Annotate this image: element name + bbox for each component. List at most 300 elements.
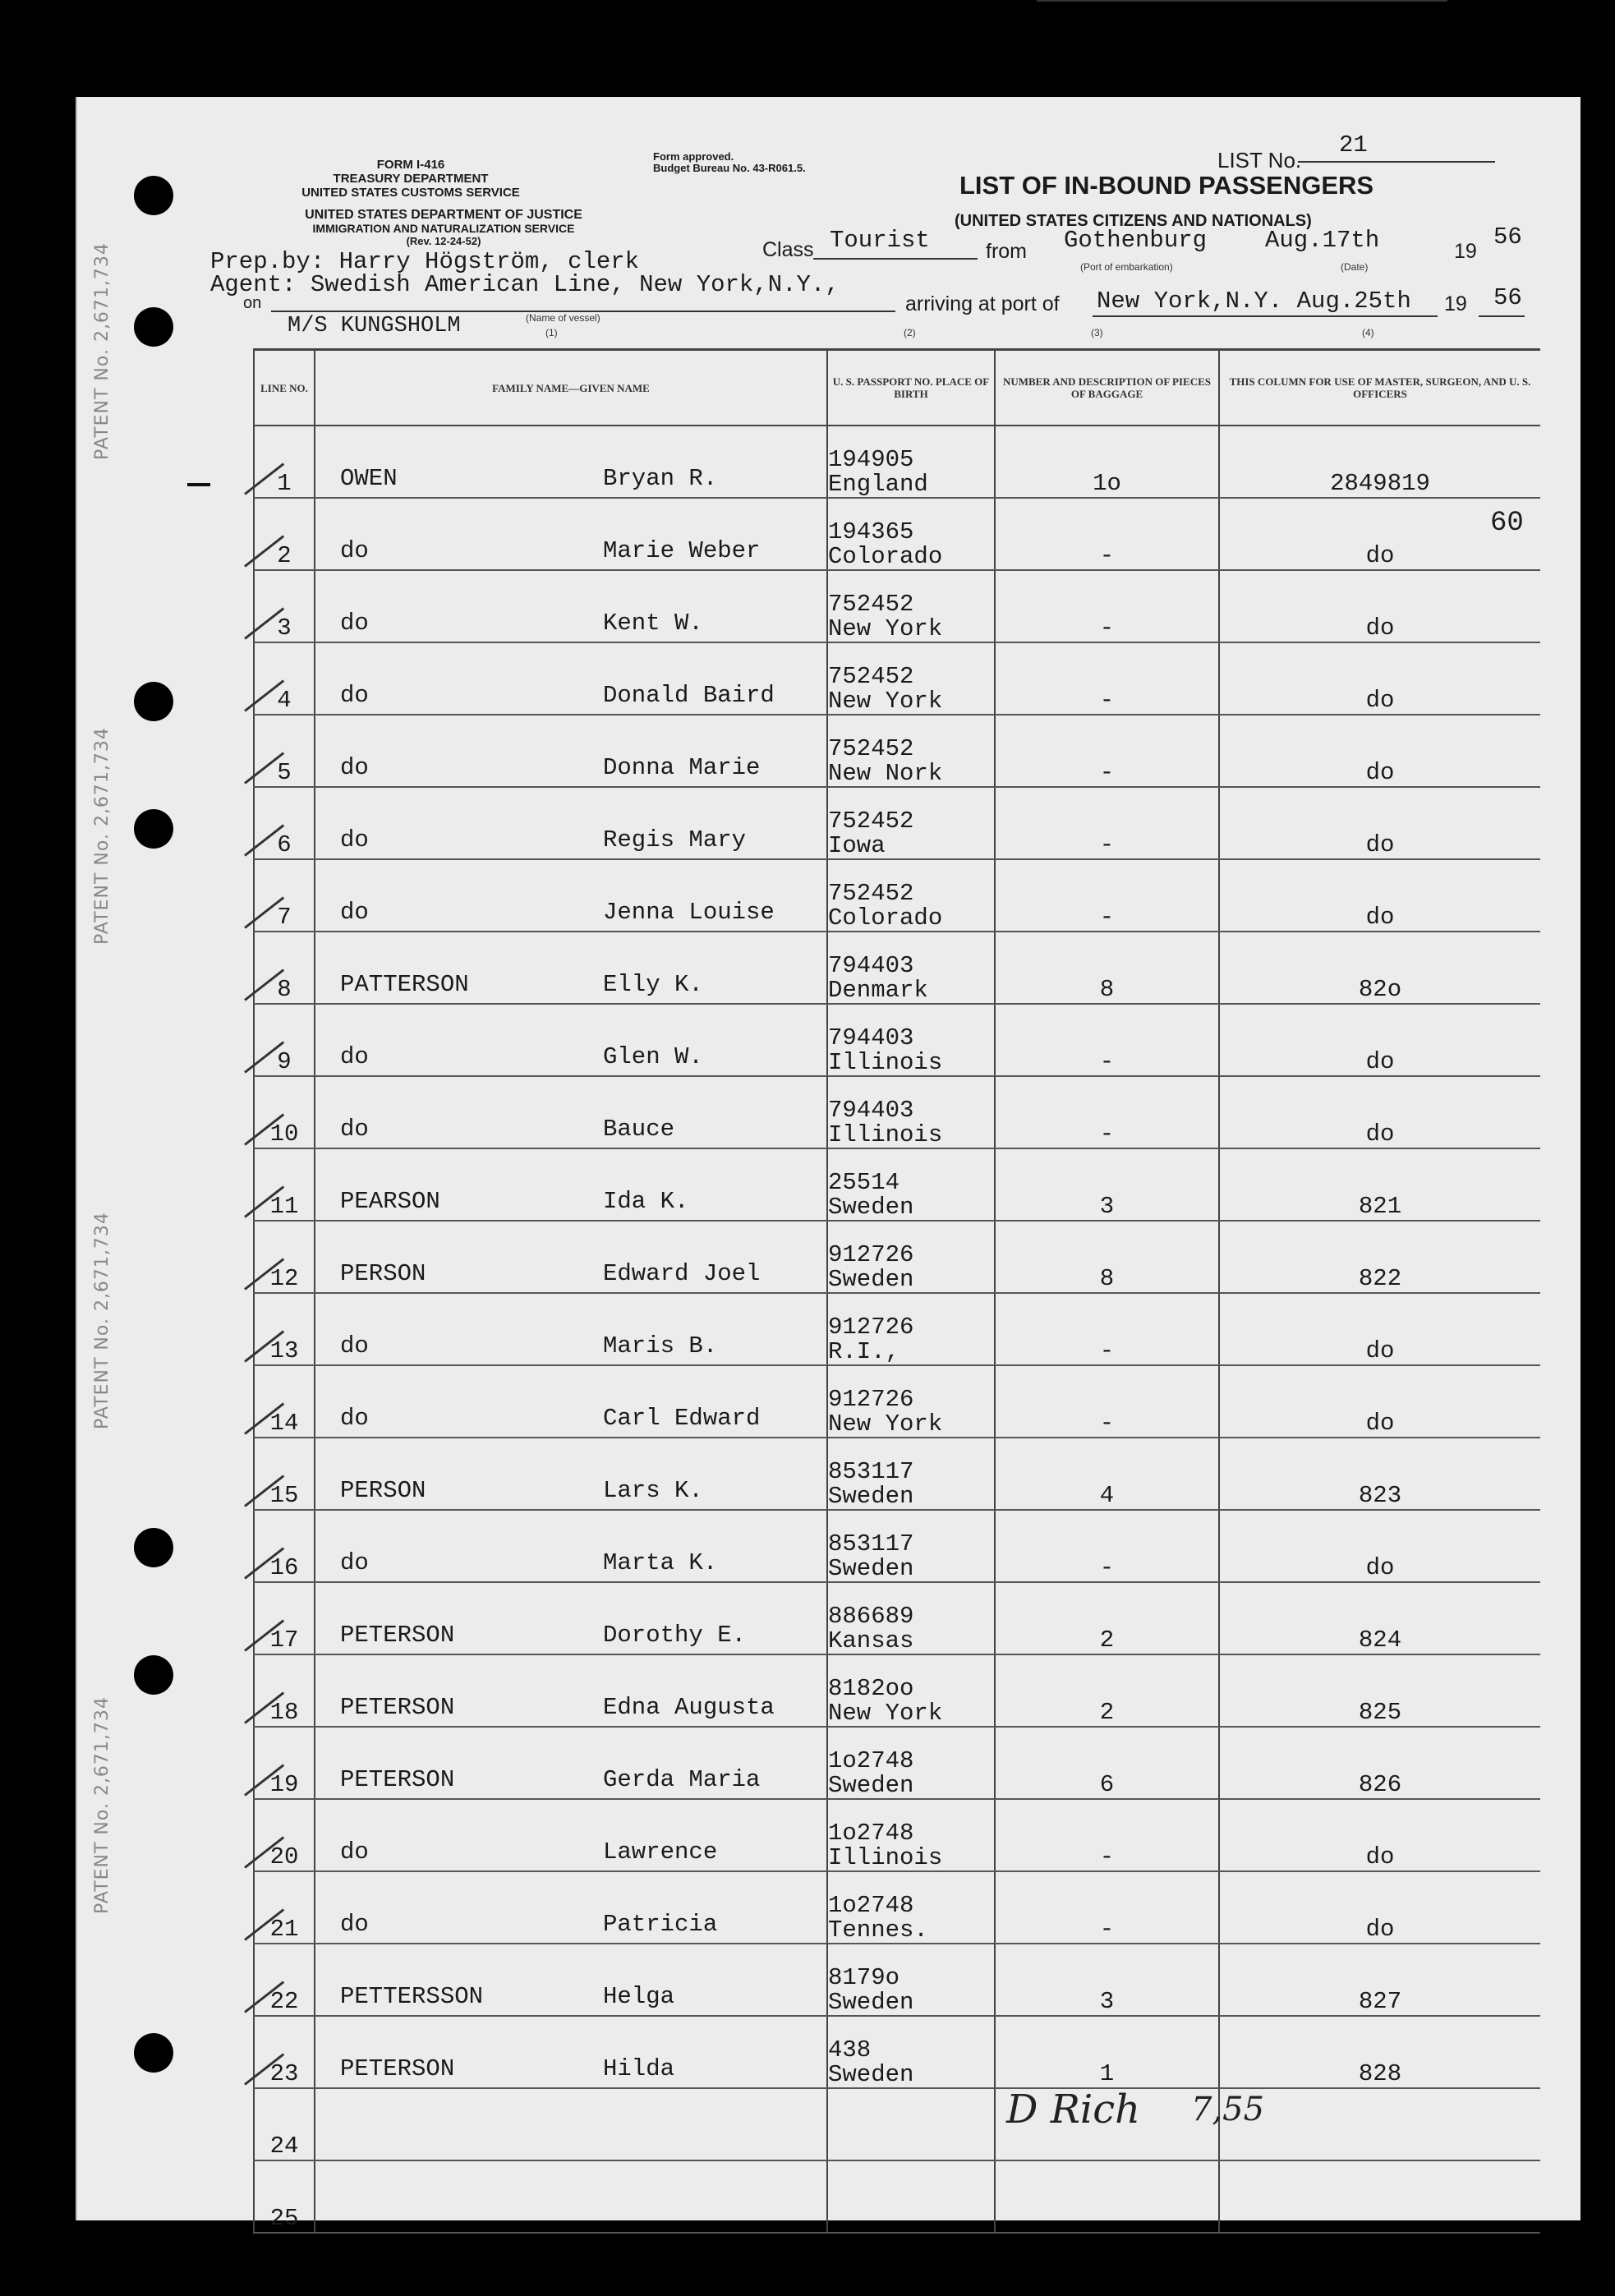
officer-note: do [1365, 1410, 1395, 1437]
table-row [254, 1076, 1540, 1148]
signature-note: 7,55 [1191, 2091, 1265, 2128]
binder-hole [134, 1655, 173, 1695]
treasury-dept: TREASURY DEPARTMENT [333, 172, 489, 186]
line-number [254, 1727, 315, 1799]
col-passport: U. S. PASSPORT NO. PLACE OF BIRTH [827, 350, 995, 426]
name-cell [315, 932, 827, 1004]
passport-cell [827, 1510, 995, 1582]
place-of-birth: Sweden [828, 1483, 914, 1510]
given-name: Marie Weber [603, 537, 761, 564]
passport-cell [827, 2088, 995, 2160]
officer-note: 824 [1358, 1627, 1402, 1654]
passport-cell [827, 1148, 995, 1221]
officer-cell [1219, 1365, 1540, 1438]
family-name: do [340, 899, 369, 926]
baggage-cell [995, 1221, 1219, 1293]
list-no-label: LIST No. [1217, 148, 1302, 173]
name-cell [315, 1582, 827, 1654]
page-subtitle: (UNITED STATES CITIZENS AND NATIONALS) [955, 212, 1312, 230]
form-treasury-block [279, 158, 542, 200]
officer-note: do [1365, 687, 1395, 714]
line-number-text: 13 [269, 1337, 299, 1364]
date-caption: (Date) [1341, 261, 1369, 273]
passport-number: 752452 [828, 808, 914, 835]
place-of-birth: Illinois [828, 1121, 943, 1148]
name-cell [315, 2088, 827, 2160]
list-no-line [1298, 161, 1495, 163]
binder-hole [134, 809, 173, 849]
place-of-birth: Illinois [828, 1049, 943, 1076]
col-num-3: (3) [1091, 327, 1103, 338]
table-row [254, 2088, 1540, 2160]
baggage-cell [995, 715, 1219, 787]
baggage-count: - [1099, 1843, 1115, 1870]
customs-service: UNITED STATES CUSTOMS SERVICE [301, 186, 520, 200]
passport-number: 752452 [828, 735, 914, 762]
baggage-cell [995, 1799, 1219, 1871]
family-name: do [340, 537, 369, 564]
baggage-cell [995, 1148, 1219, 1221]
place-of-birth: Sweden [828, 2061, 914, 2088]
name-cell [315, 1799, 827, 1871]
given-name: Gerda Maria [603, 1766, 761, 1793]
form-number: FORM I-416 [376, 158, 445, 172]
line-number [254, 426, 315, 498]
officer-note: do [1365, 614, 1395, 642]
officer-cell [1219, 642, 1540, 715]
place-of-birth: Sweden [828, 1555, 914, 1582]
place-of-birth: Illinois [828, 1844, 943, 1871]
baggage-cell [995, 787, 1219, 859]
passport-cell [827, 570, 995, 642]
name-cell [315, 1438, 827, 1510]
col-num-4: (4) [1362, 327, 1374, 338]
arriving-label: arriving at port of [905, 292, 1060, 315]
family-name: do [340, 1405, 369, 1432]
margin-note: 60 [1490, 508, 1524, 539]
baggage-count: - [1099, 831, 1115, 858]
binder-hole [134, 307, 173, 347]
officer-cell [1219, 859, 1540, 932]
given-name: Maris B. [603, 1332, 718, 1360]
passport-number: 1o2748 [828, 1820, 914, 1847]
baggage-cell [995, 642, 1219, 715]
vessel-name: M/S KUNGSHOLM [288, 314, 461, 338]
family-name: do [340, 1116, 369, 1143]
place-of-birth: New York [828, 1410, 943, 1438]
table-row [254, 1510, 1540, 1582]
passport-cell [827, 1076, 995, 1148]
patent-stamp: PATENT No. 2,671,734 [92, 1696, 113, 1914]
line-number [254, 1076, 315, 1148]
given-name: Bryan R. [603, 465, 718, 492]
baggage-cell [995, 1582, 1219, 1654]
baggage-count: - [1099, 614, 1115, 642]
passport-cell [827, 1438, 995, 1510]
name-cell [315, 1510, 827, 1582]
agent: Agent: Swedish American Line, New York,N.Y., [210, 271, 840, 298]
table-row [254, 642, 1540, 715]
passport-cell [827, 498, 995, 570]
arrival-line [1093, 315, 1438, 317]
baggage-cell [995, 2160, 1219, 2233]
officer-cell [1219, 1727, 1540, 1799]
budget-bureau: Budget Bureau No. 43-R061.5. [653, 162, 806, 174]
baggage-count: 3 [1099, 1193, 1115, 1220]
col-officers: THIS COLUMN FOR USE OF MASTER, SURGEON, AND U. S. OFFICERS [1219, 350, 1540, 426]
place-of-birth: Iowa [828, 832, 886, 859]
line-number [254, 932, 315, 1004]
table-row [254, 1438, 1540, 1510]
family-name: do [340, 826, 369, 854]
given-name: Patricia [603, 1911, 718, 1938]
table-row [254, 932, 1540, 1004]
passport-number: 194905 [828, 446, 914, 473]
prep-by: Prep.by: Harry Högström, clerk [210, 248, 640, 275]
line-number-text: 1 [277, 470, 292, 497]
given-name: Ida K. [603, 1188, 689, 1215]
passport-cell [827, 715, 995, 787]
passport-number: 886689 [828, 1603, 914, 1630]
col-baggage: NUMBER AND DESCRIPTION OF PIECES OF BAGGAGE [995, 350, 1219, 426]
given-name: Lawrence [603, 1838, 718, 1866]
name-cell [315, 787, 827, 859]
baggage-count: - [1099, 904, 1115, 931]
name-cell [315, 2016, 827, 2088]
table-row [254, 2160, 1540, 2233]
officer-cell [1219, 1799, 1540, 1871]
baggage-count: 8 [1099, 1265, 1115, 1292]
line-number [254, 1654, 315, 1727]
family-name: PERSON [340, 1260, 426, 1287]
name-cell [315, 1148, 827, 1221]
passport-number: 794403 [828, 1024, 914, 1051]
passport-cell [827, 1727, 995, 1799]
name-cell [315, 1221, 827, 1293]
line-number-text: 14 [269, 1410, 299, 1437]
col-num-2: (2) [904, 327, 916, 338]
date-embark: Aug.17th [1265, 227, 1380, 254]
passport-number: 794403 [828, 1097, 914, 1124]
officer-note: 826 [1358, 1771, 1402, 1798]
passport-cell [827, 1004, 995, 1076]
baggage-count: - [1099, 1120, 1115, 1148]
arrival-port-date: New York,N.Y. Aug.25th [1097, 288, 1411, 315]
officer-cell [1219, 570, 1540, 642]
officer-cell [1219, 1871, 1540, 1944]
baggage-count: - [1099, 1554, 1115, 1581]
passport-number: 1o2748 [828, 1892, 914, 1919]
baggage-cell [995, 2016, 1219, 2088]
officer-note: do [1365, 831, 1395, 858]
justice-dept: UNITED STATES DEPARTMENT OF JUSTICE [305, 208, 582, 222]
baggage-cell [995, 1365, 1219, 1438]
baggage-cell [995, 1293, 1219, 1365]
passport-number: 194365 [828, 518, 914, 545]
passport-number: 912726 [828, 1241, 914, 1268]
family-name: PETERSON [340, 2055, 455, 2082]
officer-note: do [1365, 1120, 1395, 1148]
place-of-birth: Sweden [828, 1194, 914, 1221]
given-name: Helga [603, 1983, 675, 2010]
line-number-text: 24 [269, 2133, 299, 2160]
table-row [254, 1799, 1540, 1871]
officer-note: 823 [1358, 1482, 1402, 1509]
line-number [254, 1221, 315, 1293]
family-name: PETERSON [340, 1766, 455, 1793]
port-embark-caption: (Port of embarkation) [1080, 261, 1173, 273]
place-of-birth: R.I., [828, 1338, 900, 1365]
baggage-cell [995, 1438, 1219, 1510]
baggage-count: 2 [1099, 1627, 1115, 1654]
passenger-table [253, 348, 1540, 2234]
col-num-1: (1) [545, 327, 558, 338]
given-name: Carl Edward [603, 1405, 761, 1432]
officer-note: do [1365, 759, 1395, 786]
place-of-birth: Sweden [828, 1772, 914, 1799]
line-number-text: 21 [269, 1916, 299, 1943]
line-number-text: 15 [269, 1482, 299, 1509]
embark-line [1037, 0, 1447, 2]
baggage-count: 4 [1099, 1482, 1115, 1509]
given-name: Regis Mary [603, 826, 747, 854]
table-row [254, 1582, 1540, 1654]
binder-hole [134, 1528, 173, 1567]
binder-hole [134, 176, 173, 215]
place-of-birth: Colorado [828, 904, 943, 932]
port-embark: Gothenburg [1064, 227, 1208, 254]
place-of-birth: New Nork [828, 760, 943, 787]
baggage-count: 8 [1099, 976, 1115, 1003]
table-row [254, 1365, 1540, 1438]
line-number-text: 20 [269, 1843, 299, 1870]
family-name: do [340, 1838, 369, 1866]
given-name: Dorothy E. [603, 1622, 747, 1649]
year-prefix-arrival: 19 [1444, 292, 1467, 315]
officer-note: do [1365, 542, 1395, 569]
page-title: LIST OF IN-BOUND PASSENGERS [959, 171, 1374, 200]
passport-cell [827, 787, 995, 859]
place-of-birth: New York [828, 615, 943, 642]
name-cell [315, 1871, 827, 1944]
line-number [254, 2016, 315, 2088]
line-number [254, 1365, 315, 1438]
officer-note: do [1365, 1337, 1395, 1364]
place-of-birth: Colorado [828, 543, 943, 570]
family-name: do [340, 1549, 369, 1576]
line-number [254, 1871, 315, 1944]
baggage-count: - [1099, 759, 1115, 786]
line-number [254, 1510, 315, 1582]
passport-cell [827, 1365, 995, 1438]
passport-cell [827, 1221, 995, 1293]
name-cell [315, 1365, 827, 1438]
family-name: PEARSON [340, 1188, 440, 1215]
given-name: Lars K. [603, 1477, 703, 1504]
officer-cell [1219, 1510, 1540, 1582]
given-name: Jenna Louise [603, 899, 775, 926]
place-of-birth: Denmark [828, 977, 928, 1004]
officer-note: do [1365, 1843, 1395, 1870]
line-number [254, 1004, 315, 1076]
name-cell [315, 1727, 827, 1799]
baggage-cell [995, 1004, 1219, 1076]
baggage-count: 2 [1099, 1699, 1115, 1726]
binder-hole [134, 2033, 173, 2073]
officer-note: 821 [1358, 1193, 1402, 1220]
line-number [254, 2160, 315, 2233]
line-number [254, 859, 315, 932]
line-number [254, 2088, 315, 2160]
table-row [254, 426, 1540, 498]
passport-number: 794403 [828, 952, 914, 979]
line-number-text: 17 [269, 1627, 299, 1654]
place-of-birth: Sweden [828, 1266, 914, 1293]
margin-tick [187, 483, 210, 486]
baggage-count: - [1099, 687, 1115, 714]
baggage-cell [995, 498, 1219, 570]
class-line [813, 258, 978, 260]
name-cell [315, 1654, 827, 1727]
officer-cell [1219, 1221, 1540, 1293]
given-name: Edward Joel [603, 1260, 761, 1287]
line-number-text: 23 [269, 2060, 299, 2087]
line-number-text: 10 [269, 1120, 299, 1148]
place-of-birth: New York [828, 688, 943, 715]
officer-cell [1219, 1582, 1540, 1654]
year-arrival-line [1479, 315, 1525, 317]
passport-cell [827, 1871, 995, 1944]
family-name: do [340, 1043, 369, 1070]
table-row [254, 787, 1540, 859]
given-name: Bauce [603, 1116, 675, 1143]
passport-number: 912726 [828, 1314, 914, 1341]
line-number [254, 642, 315, 715]
table-row [254, 1944, 1540, 2016]
line-number-text: 8 [277, 976, 292, 1003]
table-row [254, 859, 1540, 932]
officer-cell [1219, 715, 1540, 787]
line-number [254, 1582, 315, 1654]
officer-cell [1219, 1004, 1540, 1076]
officer-note: do [1365, 1554, 1395, 1581]
given-name: Hilda [603, 2055, 675, 2082]
table-row [254, 1004, 1540, 1076]
place-of-birth: Tennes. [828, 1916, 928, 1944]
passport-cell [827, 2016, 995, 2088]
name-cell [315, 715, 827, 787]
baggage-count: - [1099, 1916, 1115, 1943]
baggage-count: - [1099, 542, 1115, 569]
table-row [254, 1871, 1540, 1944]
given-name: Glen W. [603, 1043, 703, 1070]
family-name: do [340, 610, 369, 637]
baggage-cell [995, 1510, 1219, 1582]
year-arrival: 56 [1493, 284, 1522, 311]
given-name: Marta K. [603, 1549, 718, 1576]
place-of-birth: Sweden [828, 1989, 914, 2016]
officer-note: 822 [1358, 1265, 1402, 1292]
officer-cell [1219, 2088, 1540, 2160]
passport-number: 912726 [828, 1386, 914, 1413]
passport-cell [827, 1944, 995, 2016]
family-name: PETERSON [340, 1694, 455, 1721]
officer-note: do [1365, 1048, 1395, 1075]
passport-cell [827, 859, 995, 932]
year-embark: 56 [1493, 223, 1522, 251]
patent-stamp: PATENT No. 2,671,734 [92, 1212, 113, 1429]
passport-cell [827, 1582, 995, 1654]
table-row [254, 715, 1540, 787]
revision: (Rev. 12-24-52) [406, 235, 481, 247]
family-name: do [340, 754, 369, 781]
line-number [254, 787, 315, 859]
officer-cell [1219, 2160, 1540, 2233]
baggage-count: 6 [1099, 1771, 1115, 1798]
line-number [254, 498, 315, 570]
table-row [254, 1727, 1540, 1799]
year-prefix: 19 [1454, 240, 1477, 263]
passport-number: 8179o [828, 1964, 900, 1991]
passport-cell [827, 1799, 995, 1871]
family-name: PERSON [340, 1477, 426, 1504]
baggage-count: 1o [1093, 470, 1121, 497]
passport-cell [827, 1654, 995, 1727]
justice-block [279, 209, 608, 248]
name-cell [315, 642, 827, 715]
given-name: Edna Augusta [603, 1694, 775, 1721]
passport-number: 752452 [828, 663, 914, 690]
passport-number: 25514 [828, 1169, 900, 1196]
passport-cell [827, 932, 995, 1004]
officer-cell [1219, 1148, 1540, 1221]
baggage-cell [995, 1944, 1219, 2016]
given-name: Elly K. [603, 971, 703, 998]
line-number-text: 9 [277, 1048, 292, 1075]
ins-service: IMMIGRATION AND NATURALIZATION SERVICE [312, 222, 575, 235]
officer-cell [1219, 932, 1540, 1004]
baggage-cell [995, 1076, 1219, 1148]
passport-number: 438 [828, 2036, 872, 2064]
table-row [254, 570, 1540, 642]
passport-number: 853117 [828, 1458, 914, 1485]
line-number-text: 5 [277, 759, 292, 786]
col-line-no: LINE NO. [254, 350, 315, 426]
baggage-cell [995, 932, 1219, 1004]
line-number-text: 22 [269, 1988, 299, 2015]
line-number-text: 11 [269, 1193, 299, 1220]
line-number-text: 19 [269, 1771, 299, 1798]
baggage-cell [995, 1654, 1219, 1727]
line-number-text: 2 [277, 542, 292, 569]
table-row [254, 498, 1540, 570]
baggage-cell [995, 859, 1219, 932]
officer-note: do [1365, 904, 1395, 931]
name-cell [315, 570, 827, 642]
name-cell [315, 859, 827, 932]
officer-cell [1219, 787, 1540, 859]
name-cell [315, 1004, 827, 1076]
vessel-caption: (Name of vessel) [526, 312, 600, 324]
officer-note: do [1365, 1916, 1395, 1943]
passport-cell [827, 642, 995, 715]
officer-note: 827 [1358, 1988, 1402, 2015]
officer-cell [1219, 1438, 1540, 1510]
baggage-cell [995, 570, 1219, 642]
family-name: do [340, 1332, 369, 1360]
family-name: PATTERSON [340, 971, 469, 998]
table-row [254, 1293, 1540, 1365]
